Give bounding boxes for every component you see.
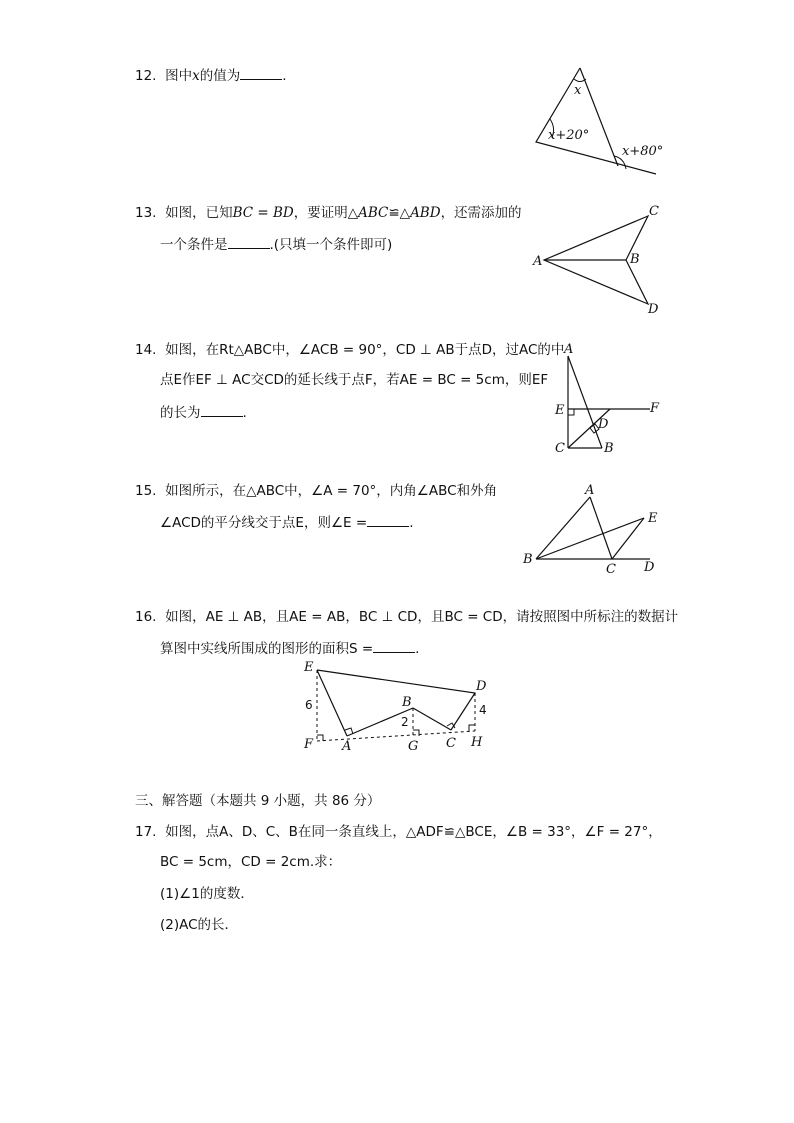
q16-figure — [300, 660, 510, 755]
svg-text:B: B — [630, 252, 640, 267]
answer-blank — [201, 402, 243, 417]
label-x: x — [574, 83, 582, 98]
q17-part2: (2)AC的长． — [160, 917, 239, 933]
q13-line1: 13. 如图，已知BC = BD，要证明△ABC≌△ABD，还需添加的 — [135, 205, 522, 221]
svg-text:E: E — [304, 660, 314, 675]
svg-text:G: G — [408, 739, 419, 754]
q16-line2: 算图中实线所围成的图形的面积S = . — [160, 638, 419, 659]
q14-line1: 14. 如图，在Rt△ABC中，∠ACB = 90°，CD ⊥ AB于点D，过AC的中 — [135, 342, 565, 358]
q15-line1: 15. 如图所示，在△ABC中，∠A = 70°，内角∠ABC和外角 — [135, 483, 498, 499]
q17-line2: BC = 5cm，CD = 2cm.求： — [160, 854, 342, 870]
svg-text:A: A — [564, 342, 574, 357]
svg-text:2: 2 — [401, 715, 409, 729]
section-heading: 三、解答题（本题共 9 小题，共 86 分） — [135, 793, 381, 809]
q12-text: 12. 图中x的值为 . — [135, 65, 287, 86]
q14-figure — [550, 340, 670, 460]
svg-text:A: A — [585, 483, 595, 498]
q14-line2: 点E作EF ⊥ AC交CD的延长线于点F，若AE = BC = 5cm，则EF — [160, 372, 549, 388]
svg-text:E: E — [648, 511, 658, 526]
svg-text:D: D — [598, 417, 609, 432]
answer-blank — [228, 234, 270, 249]
svg-text:F: F — [650, 401, 660, 416]
svg-text:C: C — [555, 441, 565, 456]
q14-line3: 的长为 . — [160, 402, 247, 423]
svg-text:C: C — [606, 562, 616, 577]
q17-line1: 17. 如图，点A、D、C、B在同一条直线上，△ADF≌△BCE，∠B = 33°，∠F = 27°， — [135, 824, 662, 840]
q15-line2: ∠ACD的平分线交于点E，则∠E = . — [160, 512, 413, 533]
svg-text:E: E — [555, 403, 565, 418]
q17-part1: (1)∠1的度数． — [160, 886, 254, 902]
svg-text:A: A — [342, 739, 352, 754]
q16-line1: 16. 如图，AE ⊥ AB，且AE = AB，BC ⊥ CD，且BC = CD，请按照图中所标注的数据计 — [135, 609, 679, 625]
svg-text:F: F — [304, 737, 314, 752]
answer-blank — [373, 638, 415, 653]
svg-text:D: D — [476, 679, 487, 694]
svg-text:4: 4 — [479, 703, 487, 717]
q15-figure — [520, 482, 670, 577]
svg-text:A: A — [533, 254, 543, 269]
answer-blank — [240, 65, 282, 80]
svg-text:D: D — [644, 560, 655, 575]
q13-figure — [530, 200, 670, 315]
label-x-plus-20: x+20° — [548, 128, 590, 143]
svg-text:6: 6 — [305, 698, 313, 712]
svg-text:B: B — [402, 695, 412, 710]
svg-text:H: H — [471, 735, 483, 750]
svg-text:C: C — [649, 204, 659, 219]
label-x-plus-80: x+80° — [622, 144, 664, 159]
q12-figure — [530, 62, 670, 182]
q13-line2: 一个条件是 .(只填一个条件即可) — [160, 234, 392, 255]
svg-text:B: B — [523, 552, 533, 567]
svg-text:B: B — [604, 441, 614, 456]
svg-text:C: C — [446, 736, 456, 751]
svg-text:D: D — [648, 302, 659, 317]
answer-blank — [367, 512, 409, 527]
